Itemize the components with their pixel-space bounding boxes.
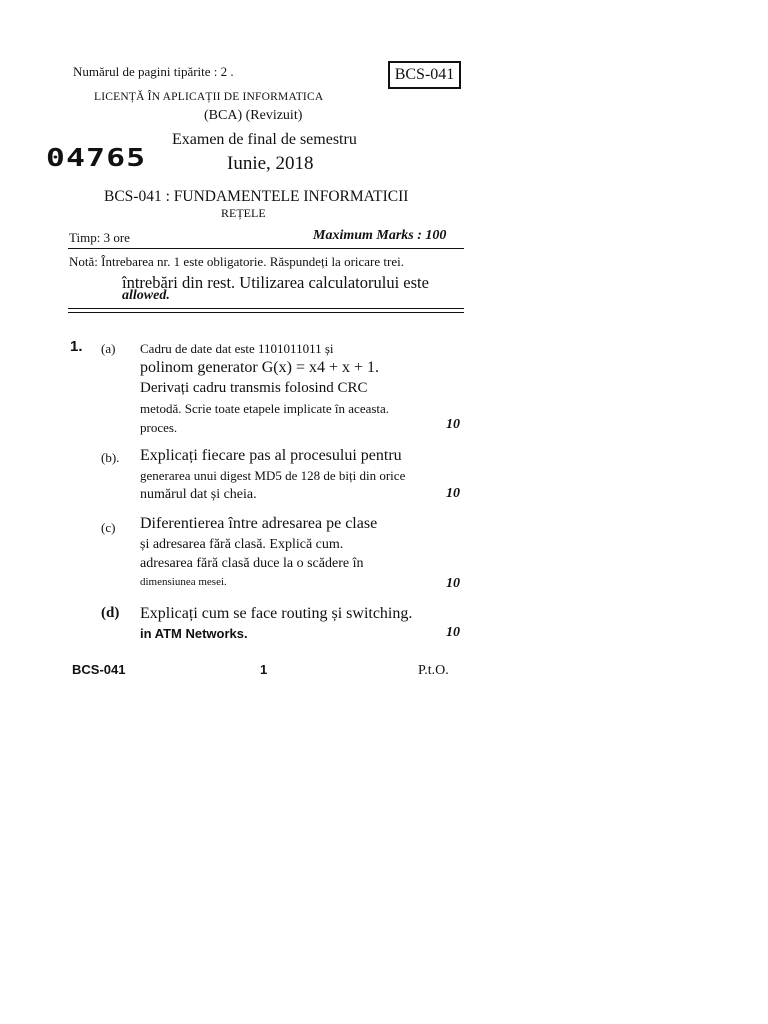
note-line-3: allowed.	[122, 288, 170, 303]
course-code-box: BCS-041	[388, 61, 461, 89]
part-a-label: (a)	[101, 341, 116, 356]
degree-title: LICENȚĂ ÎN APLICAȚII DE INFORMATICA	[94, 91, 324, 103]
part-a-marks: 10	[446, 417, 460, 432]
course-subtitle: REȚELE	[221, 206, 266, 220]
part-c-line: Diferentierea între adresarea pe clase	[140, 515, 378, 532]
part-b-line: Explicați fiecare pas al procesului pentru	[140, 447, 402, 464]
footer-page-number: 1	[260, 662, 268, 677]
part-d-line: in ATM Networks.	[140, 626, 248, 641]
footer-course-code: BCS-041	[72, 662, 126, 677]
divider	[68, 312, 464, 313]
exam-title: Examen de final de semestru	[172, 131, 357, 148]
part-d-line: Explicați cum se face routing și switching.	[140, 605, 413, 622]
part-c-marks: 10	[446, 576, 460, 591]
footer-pto: P.t.O.	[418, 663, 449, 678]
serial-number: 04765	[46, 143, 147, 172]
exam-time: Timp: 3 ore	[69, 230, 130, 245]
part-a-line: metodă. Scrie toate etapele implicate în aceasta.	[140, 401, 390, 416]
part-a-line: proces.	[140, 420, 178, 435]
course-title: BCS-041 : FUNDAMENTELE INFORMATICII	[104, 188, 409, 205]
part-c-line: dimensiunea mesei.	[140, 576, 227, 588]
part-c-label: (c)	[101, 520, 116, 535]
program-name: (BCA) (Revizuit)	[204, 108, 303, 123]
part-c-line: și adresarea fără clasă. Explică cum.	[140, 537, 344, 552]
part-b-line: generarea unui digest MD5 de 128 de biți din orice	[140, 468, 406, 483]
max-marks: Maximum Marks : 100	[313, 228, 447, 243]
part-d-label: (d)	[101, 605, 120, 621]
page-count: Numărul de pagini tipărite : 2 .	[73, 64, 234, 79]
divider	[68, 248, 464, 249]
part-b-marks: 10	[446, 486, 460, 501]
part-c-line: adresarea fără clasă duce la o scădere în	[140, 556, 364, 571]
exam-date: Iunie, 2018	[227, 153, 314, 174]
part-d-marks: 10	[446, 625, 460, 640]
divider	[68, 308, 464, 309]
part-b-label: (b).	[101, 450, 120, 465]
part-b-line: numărul dat și cheia.	[140, 487, 257, 502]
part-a-line: Derivați cadru transmis folosind CRC	[140, 380, 368, 396]
part-a-line: polinom generator G(x) = x4 + x + 1.	[140, 359, 380, 376]
note-line-1: Notă: Întrebarea nr. 1 este obligatorie. Răspundeți la oricare trei.	[69, 254, 404, 269]
note-line-2: întrebări din rest. Utilizarea calculatorului este	[122, 273, 429, 292]
part-a-line: Cadru de date dat este 1101011011 și	[140, 341, 334, 356]
question-number: 1.	[70, 338, 83, 355]
